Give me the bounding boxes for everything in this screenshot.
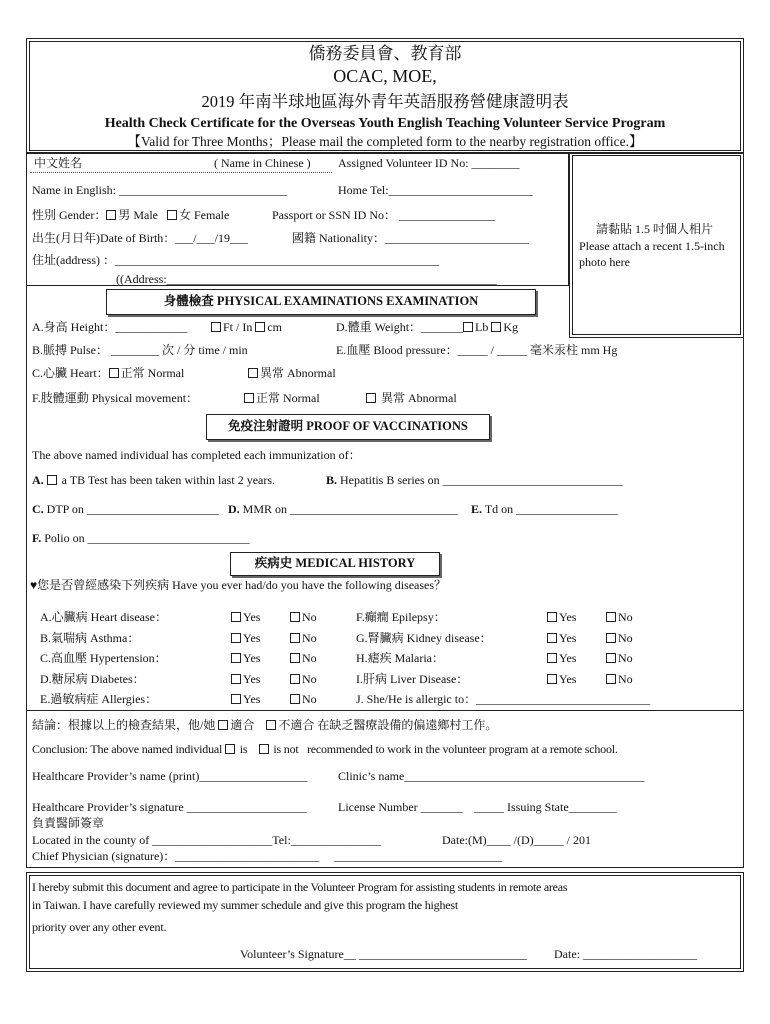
movement-normal-row <box>244 391 320 405</box>
history-no-checkbox[interactable] <box>606 674 616 684</box>
history-yes-checkbox[interactable] <box>231 612 241 622</box>
cm-label: cm <box>267 320 283 334</box>
history-no-option <box>290 651 317 665</box>
history-yes-option <box>231 631 260 645</box>
is-checkbox[interactable] <box>225 744 235 754</box>
history-row-right <box>356 651 444 665</box>
volunteer-date-field[interactable]: Date: ___________________ <box>554 947 697 961</box>
history-no-label: No <box>302 671 317 686</box>
name-english-field[interactable]: Name in English: ____________________________ <box>32 183 287 197</box>
height-field[interactable]: A.身高 Height：____________ <box>32 320 188 334</box>
tb-test-label: a TB Test has been taken within last 2 years. <box>61 473 276 487</box>
history-no-option <box>290 672 317 686</box>
header-agencies-en: OCAC, MOE, <box>333 66 437 86</box>
county-tel-field[interactable]: Located in the county of ____________________Tel:_______________ <box>32 833 381 847</box>
female-checkbox[interactable] <box>167 210 177 220</box>
mmr-row <box>228 502 458 516</box>
volunteer-id-field[interactable]: Assigned Volunteer ID No: ________ <box>338 156 520 170</box>
history-no-checkbox[interactable] <box>606 653 616 663</box>
history-yes-option <box>231 692 260 706</box>
history-disease-label: E.過敏病症 Allergies： <box>40 692 158 706</box>
blood-pressure-field[interactable]: E.血壓 Blood pressure：_____ / _____ 毫米汞柱 mm Hg <box>336 343 618 357</box>
history-row-left <box>40 610 167 624</box>
date-field[interactable]: Date:(M)____ /(D)_____ / 201 <box>442 833 591 847</box>
header-title-cn: 2019 年南半球地區海外青年英語服務營健康證明表 <box>201 92 569 111</box>
history-no-option <box>606 651 633 665</box>
dob-field[interactable]: 出生(月日年)Date of Birth：___/___/19___ <box>32 231 248 245</box>
history-yes-checkbox[interactable] <box>231 694 241 704</box>
history-disease-label: G.腎臟病 Kidney disease： <box>356 630 492 645</box>
history-yes-option <box>547 631 576 645</box>
ft-in-checkbox[interactable] <box>211 322 221 332</box>
polio-field[interactable]: Polio on ___________________________ <box>44 531 250 545</box>
history-yes-checkbox[interactable] <box>547 674 557 684</box>
history-disease-label: B.氣喘病 Asthma： <box>40 630 140 645</box>
underline-chinese-name <box>30 172 332 173</box>
gender-row <box>32 208 229 222</box>
tb-test-letter: A. <box>32 473 44 487</box>
movement-abnormal-row <box>366 391 457 405</box>
lb-label: Lb <box>475 320 489 334</box>
vaccination-heading: 免疫注射證明 PROOF OF VACCINATIONS <box>206 414 490 440</box>
history-yes-label: Yes <box>243 651 261 665</box>
polio-letter: F. <box>32 531 42 545</box>
history-no-label: No <box>302 651 317 665</box>
photo-instruction-cn: 請黏貼 1.5 吋個人相片 <box>596 222 714 236</box>
vaccination-intro: The above named individual has completed each immunization of： <box>32 448 361 462</box>
unsuitable-label: 不適合 <box>278 718 315 732</box>
conclusion-cn-tail: 在缺乏醫療設備的偏遠鄉村工作。 <box>317 718 498 732</box>
hepatitis-b-row <box>326 473 623 487</box>
heart-bullet-icon: ♥ <box>30 578 38 592</box>
history-yes-option <box>231 672 260 686</box>
lb-checkbox[interactable] <box>463 322 473 332</box>
history-yes-option <box>231 651 260 665</box>
history-no-checkbox[interactable] <box>290 674 300 684</box>
tb-test-checkbox[interactable] <box>47 475 57 485</box>
header-validity-note: 【Valid for Three Months；Please mail the completed form to the nearby registration office.】 <box>127 134 643 149</box>
dtp-letter: C. <box>32 502 44 516</box>
suitable-checkbox[interactable] <box>218 720 228 730</box>
history-yes-label: Yes <box>559 630 577 645</box>
history-no-checkbox[interactable] <box>290 612 300 622</box>
heart-abnormal-checkbox[interactable] <box>248 368 258 378</box>
history-yes-option <box>231 610 260 624</box>
history-no-option <box>606 631 633 645</box>
conclusion-en-text: Conclusion: The above named individual <box>32 742 223 756</box>
movement-abnormal-checkbox[interactable] <box>366 393 376 403</box>
history-no-checkbox[interactable] <box>290 694 300 704</box>
history-no-checkbox[interactable] <box>606 612 616 622</box>
movement-normal-checkbox[interactable] <box>244 393 254 403</box>
tb-test-row <box>32 473 275 487</box>
td-letter: E. <box>471 502 483 516</box>
heart-label: C.心臟 Heart： <box>32 366 109 380</box>
agreement-line2: in Taiwan. I have carefully reviewed my summer schedule and give this program the highest <box>32 898 459 912</box>
conclusion-en-row <box>32 742 618 756</box>
history-yes-checkbox[interactable] <box>231 653 241 663</box>
history-yes-checkbox[interactable] <box>231 674 241 684</box>
history-row-right <box>356 672 468 686</box>
chief-physician-line: ____________________________ <box>334 849 502 863</box>
history-no-option <box>606 610 633 624</box>
dtp-field[interactable]: DTP on ______________________ <box>46 502 219 516</box>
cm-checkbox[interactable] <box>255 322 265 332</box>
photo-instruction-en: Please attach a recent 1.5-inch photo here <box>579 239 725 269</box>
movement-label: F.肢體運動 Physical movement： <box>32 391 199 405</box>
ft-in-label: Ft / In <box>223 320 253 334</box>
heart-normal-checkbox[interactable] <box>109 368 119 378</box>
issuing-state-field[interactable]: _____ Issuing State________ <box>474 800 617 814</box>
address-field[interactable]: 住址(address) ：______________________________________________________ <box>32 253 439 267</box>
history-no-checkbox[interactable] <box>606 633 616 643</box>
history-yes-checkbox[interactable] <box>231 633 241 643</box>
history-yes-label: Yes <box>243 610 261 624</box>
conclusion-en-tail: recommended to work in the volunteer program at a remote school. <box>306 742 618 756</box>
agreement-line3: priority over any other event. <box>32 920 167 934</box>
nationality-field[interactable]: 國籍 Nationality：________________________ <box>292 231 529 245</box>
history-row-left <box>40 692 157 706</box>
conclusion-cn-text: 結論：根據以上的檢查結果，他/她 <box>32 718 216 732</box>
gender-label: 性別 Gender： <box>32 208 107 222</box>
male-checkbox[interactable] <box>106 210 116 220</box>
height-unit-row <box>211 320 282 334</box>
agreement-line1: I hereby submit this document and agree to participate in the Volunteer Program for assisting students in remote areas <box>32 880 568 894</box>
is-not-label: is not <box>273 742 299 756</box>
history-row-left <box>40 672 145 686</box>
td-field[interactable]: Td on _________________ <box>484 502 619 516</box>
history-no-label: No <box>302 692 317 706</box>
is-label: is <box>239 742 248 756</box>
history-yes-label: Yes <box>559 651 577 665</box>
history-question-text: 您是否曾經感染下列疾病 Have you ever had/do you have the following diseases？ <box>37 578 447 592</box>
kg-label: Kg <box>503 320 519 334</box>
mmr-field[interactable]: MMR on ____________________________ <box>242 502 459 516</box>
license-number-field[interactable]: License Number _______ <box>338 800 463 814</box>
heart-abnormal-label: 異常 Abnormal <box>260 366 336 380</box>
history-no-label: No <box>618 630 633 645</box>
history-disease-label: I.肝病 Liver Disease： <box>356 671 469 686</box>
history-no-label: No <box>302 610 317 624</box>
history-yes-option <box>547 672 576 686</box>
history-yes-option <box>547 610 576 624</box>
pulse-field[interactable]: B.脈搏 Pulse： ________ 次 / 分 time / min <box>32 343 248 357</box>
history-no-label: No <box>618 651 633 665</box>
history-no-checkbox[interactable] <box>290 653 300 663</box>
history-no-label: No <box>302 630 317 645</box>
history-yes-label: Yes <box>243 692 261 706</box>
header-agencies-cn: 僑務委員會、教育部 <box>308 44 462 63</box>
history-yes-checkbox[interactable] <box>547 633 557 643</box>
passport-field[interactable]: Passport or SSN ID No： ________________ <box>272 208 496 222</box>
history-yes-label: Yes <box>243 671 261 686</box>
hepatitis-b-letter: B. <box>326 473 338 487</box>
provider-name-field[interactable]: Healthcare Provider’s name (print)__________________ <box>32 769 308 783</box>
mmr-letter: D. <box>228 502 240 516</box>
history-yes-label: Yes <box>559 610 577 624</box>
history-yes-checkbox[interactable] <box>547 612 557 622</box>
history-no-option <box>290 631 317 645</box>
history-no-option <box>606 672 633 686</box>
is-not-checkbox[interactable] <box>259 744 269 754</box>
history-yes-option <box>547 651 576 665</box>
movement-abnormal-label: 異常 Abnormal <box>381 391 457 405</box>
medical-history-heading: 疾病史 MEDICAL HISTORY <box>230 552 440 576</box>
female-label: 女 Female <box>179 208 230 222</box>
polio-row <box>32 531 250 545</box>
heart-row <box>32 366 184 380</box>
conclusion-cn-row <box>32 718 497 732</box>
divider-line <box>27 710 743 711</box>
history-question <box>30 578 446 592</box>
volunteer-signature-field[interactable]: Volunteer’s Signature__ ____________________________ <box>240 947 527 961</box>
physical-exam-heading: 身體檢查 PHYSICAL EXAMINATIONS EXAMINATION <box>106 289 536 315</box>
suitable-label: 適合 <box>230 718 255 732</box>
history-row-left <box>40 631 139 645</box>
chinese-name-label: 中文姓名 <box>34 156 83 170</box>
weight-field[interactable]: D.體重 Weight：_______ <box>336 320 464 334</box>
home-tel-field[interactable]: Home Tel:________________________ <box>338 183 533 197</box>
history-no-label: No <box>618 671 633 686</box>
history-row-left <box>40 651 167 665</box>
history-disease-label: A.心臟病 Heart disease： <box>40 610 167 624</box>
history-yes-label: Yes <box>559 671 577 686</box>
history-disease-label: C.高血壓 Hypertension： <box>40 651 167 665</box>
history-yes-checkbox[interactable] <box>547 653 557 663</box>
history-no-label: No <box>618 610 633 624</box>
chief-physician-signature[interactable]: Chief Physician (signature)：________________________ <box>32 849 320 863</box>
history-disease-label: F.癲癇 Epilepsy： <box>356 610 446 624</box>
history-no-checkbox[interactable] <box>290 633 300 643</box>
clinic-name-field[interactable]: Clinic’s name________________________________________ <box>338 769 645 783</box>
history-no-option <box>290 692 317 706</box>
kg-checkbox[interactable] <box>491 322 501 332</box>
history-disease-label: H.瘧疾 Malaria： <box>356 651 444 665</box>
movement-normal-label: 正常 Normal <box>256 391 320 405</box>
weight-row <box>336 320 518 334</box>
address-line2-field[interactable]: ((Address:_______________________________________________________ <box>116 272 497 286</box>
name-in-chinese-label: ( Name in Chinese ) <box>214 156 311 170</box>
dtp-row <box>32 502 219 516</box>
history-row-right <box>356 610 446 624</box>
history-row-right <box>356 631 492 645</box>
male-label: 男 Male <box>118 208 158 222</box>
td-row <box>471 502 618 516</box>
hepatitis-b-field[interactable]: Hepatitis B series on ______________________________ <box>340 473 623 487</box>
provider-signature-field[interactable]: Healthcare Provider’s signature ____________________ <box>32 800 307 814</box>
history-disease-label: J. She/He is allergic to：_____________________________ <box>356 692 651 706</box>
history-row-right <box>356 692 650 706</box>
heart-abnormal-row <box>248 366 336 380</box>
heart-normal-label: 正常 Normal <box>120 366 185 380</box>
movement-row <box>32 391 198 405</box>
unsuitable-checkbox[interactable] <box>266 720 276 730</box>
history-no-option <box>290 610 317 624</box>
history-yes-label: Yes <box>243 630 261 645</box>
doctor-signature-cn: 負責醫師簽章 <box>32 816 105 830</box>
header-title-en: Health Check Certificate for the Overseas Youth English Teaching Volunteer Service Program <box>104 116 666 131</box>
history-disease-label: D.糖尿病 Diabetes： <box>40 671 145 686</box>
